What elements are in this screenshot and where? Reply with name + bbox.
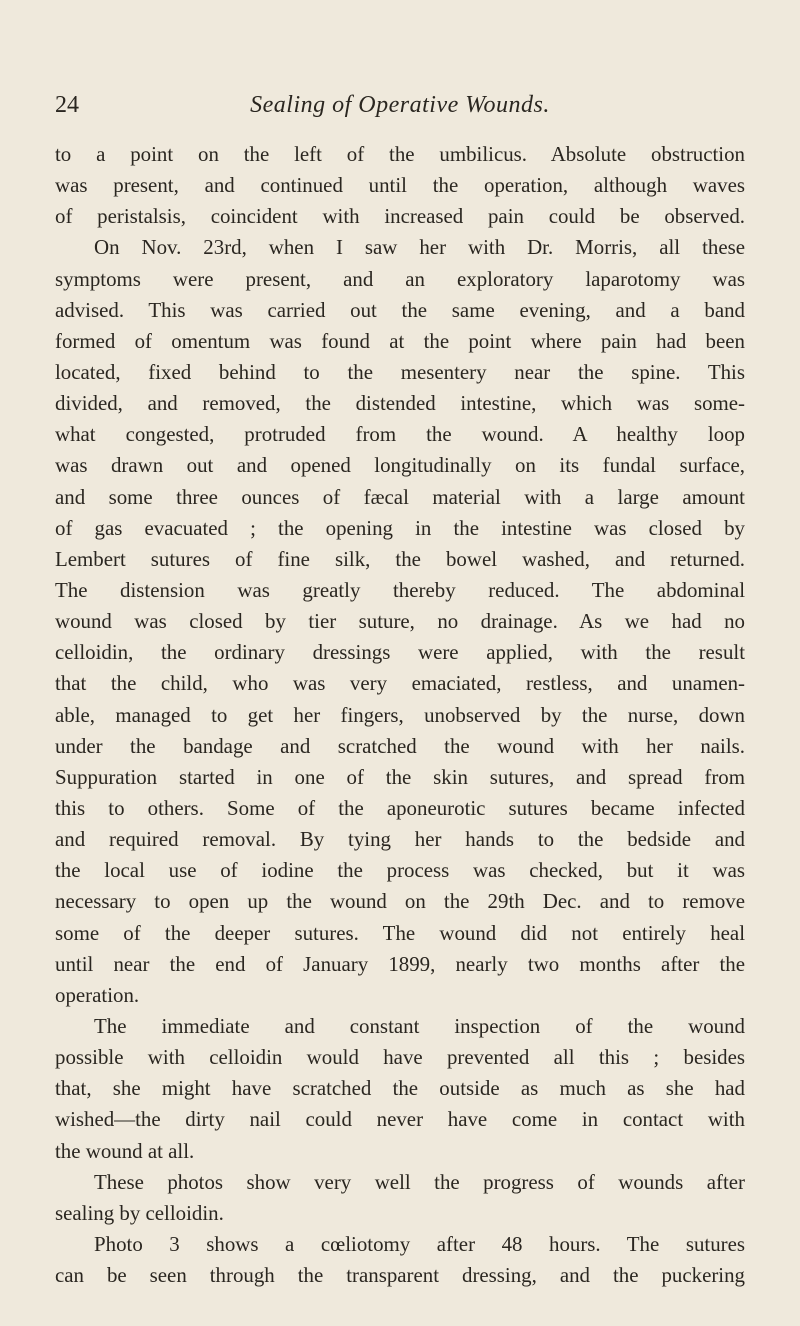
text-line: was present, and continued until the operation, although waves bbox=[55, 173, 745, 198]
text-line: can be seen through the transparent dressing, and the puckering bbox=[55, 1263, 745, 1288]
text-line: some of the deeper sutures. The wound did not entirely heal bbox=[55, 920, 745, 945]
text-line: and required removal. By tying her hands to the bedside and bbox=[55, 827, 745, 852]
text-line: celloidin, the ordinary dressings were applied, with the result bbox=[55, 640, 745, 665]
text-line: The immediate and constant inspection of the wound bbox=[94, 1013, 745, 1038]
page-header bbox=[55, 92, 745, 132]
body-text bbox=[55, 139, 745, 1291]
text-line: of peristalsis, coincident with increased pain could be observed. bbox=[55, 204, 745, 229]
text-line: formed of omentum was found at the point where pain had been bbox=[55, 328, 745, 353]
text-line: symptoms were present, and an exploratory laparotomy was bbox=[55, 266, 745, 291]
text-line: advised. This was carried out the same evening, and a band bbox=[55, 297, 745, 322]
text-line: this to others. Some of the aponeurotic sutures became infected bbox=[55, 795, 745, 820]
text-line: of gas evacuated ; the opening in the intestine was closed by bbox=[55, 515, 745, 540]
text-line: necessary to open up the wound on the 29th Dec. and to remove bbox=[55, 889, 745, 914]
text-line: These photos show very well the progress of wounds after bbox=[94, 1169, 745, 1194]
text-line: On Nov. 23rd, when I saw her with Dr. Morris, all these bbox=[94, 235, 745, 260]
text-line: under the bandage and scratched the wound with her nails. bbox=[55, 733, 745, 758]
text-line: operation. bbox=[55, 982, 140, 1007]
text-line: able, managed to get her fingers, unobserved by the nurse, down bbox=[55, 702, 745, 727]
text-line: possible with celloidin would have prevented all this ; besides bbox=[55, 1045, 745, 1070]
page-number: 24 bbox=[55, 92, 79, 118]
text-line: until near the end of January 1899, nearly two months after the bbox=[55, 951, 745, 976]
text-line: the local use of iodine the process was checked, but it was bbox=[55, 858, 745, 883]
text-line: The distension was greatly thereby reduced. The abdominal bbox=[55, 577, 745, 602]
text-line: Lembert sutures of fine silk, the bowel washed, and returned. bbox=[55, 546, 745, 571]
text-line: was drawn out and opened longitudinally on its fundal surface, bbox=[55, 453, 745, 478]
text-line: wished—the dirty nail could never have come in contact with bbox=[55, 1107, 745, 1132]
text-line: wound was closed by tier suture, no drainage. As we had no bbox=[55, 609, 745, 634]
text-line: to a point on the left of the umbilicus. Absolute obstruction bbox=[55, 142, 745, 166]
text-line: the wound at all. bbox=[55, 1138, 195, 1163]
text-line: what congested, protruded from the wound. A healthy loop bbox=[55, 422, 745, 447]
running-title: Sealing of Operative Wounds. bbox=[250, 92, 550, 118]
text-line: Suppuration started in one of the skin sutures, and spread from bbox=[55, 764, 745, 789]
text-line: located, fixed behind to the mesentery near the spine. This bbox=[55, 359, 745, 384]
text-line: that, she might have scratched the outside as much as she had bbox=[55, 1076, 745, 1101]
text-line: and some three ounces of fæcal material with a large amount bbox=[55, 484, 745, 509]
text-line: Photo 3 shows a cœliotomy after 48 hours. The sutures bbox=[94, 1231, 745, 1256]
text-line: sealing by celloidin. bbox=[55, 1200, 224, 1225]
text-line: divided, and removed, the distended intestine, which was some- bbox=[55, 391, 745, 416]
text-line: that the child, who was very emaciated, restless, and unamen- bbox=[55, 671, 745, 696]
